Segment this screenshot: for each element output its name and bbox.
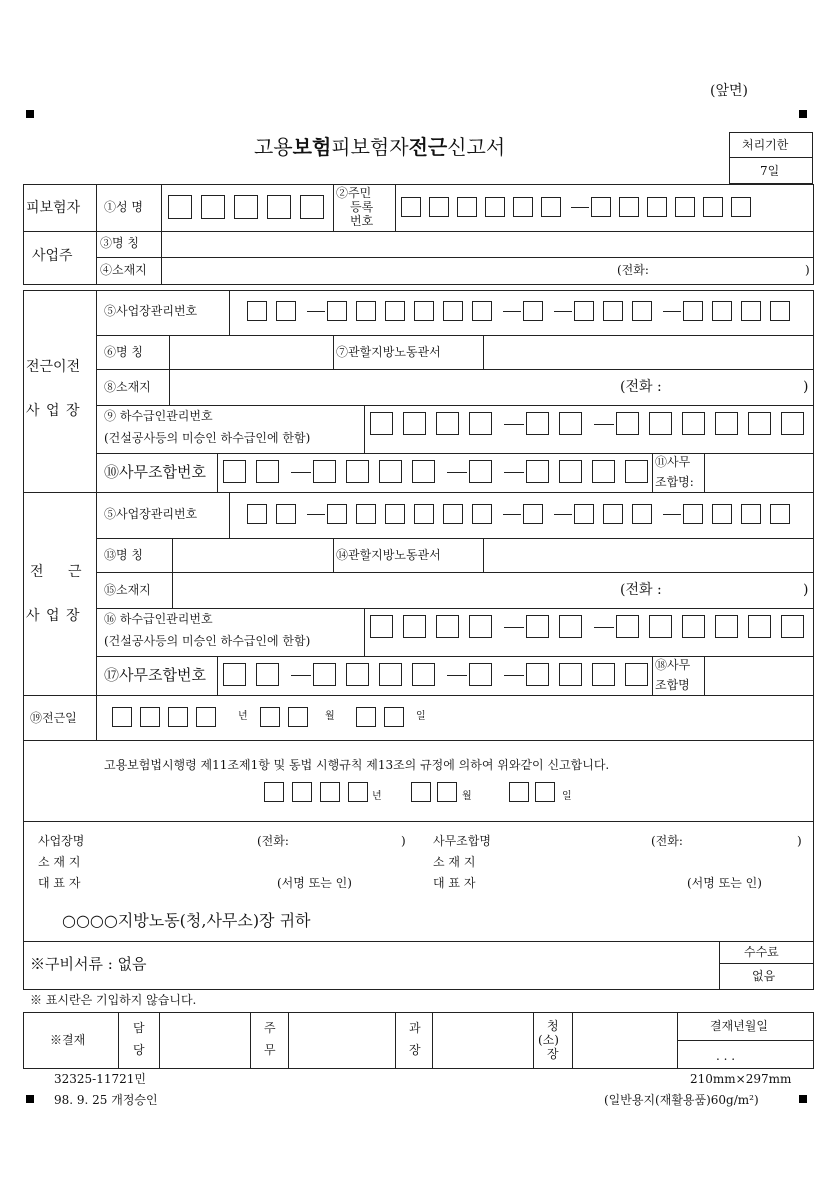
approval-col-director: 장 — [409, 1043, 421, 1057]
digit-box[interactable] — [712, 504, 732, 524]
digit-box[interactable] — [592, 663, 615, 686]
transfer-phone-label: (전화 : — [620, 582, 662, 598]
digit-box[interactable] — [592, 460, 615, 483]
digit-box[interactable] — [683, 301, 703, 321]
title-part: 신고서 — [447, 135, 506, 159]
digit-box[interactable] — [485, 197, 505, 217]
previous-office-label: ⑦관할지방노동관서 — [336, 345, 441, 359]
digit-box[interactable] — [412, 460, 435, 483]
digit-box[interactable] — [196, 707, 216, 727]
digit-box[interactable] — [591, 197, 611, 217]
transfer-name-label: ⑬명 칭 — [104, 548, 143, 562]
employer-phone-label: (전화: — [617, 263, 649, 277]
transfer-section-label: 사 업 장 — [26, 608, 81, 624]
digit-box[interactable] — [559, 615, 582, 638]
digit-box[interactable] — [472, 301, 492, 321]
addressee: ○○○○지방노동(청,사무소)장 귀하 — [62, 911, 311, 930]
digit-box[interactable] — [260, 707, 280, 727]
approval-col-director: 과 — [409, 1021, 421, 1035]
approval-col-head: 장 — [547, 1047, 559, 1061]
digit-box[interactable] — [356, 504, 376, 524]
digit-box[interactable] — [247, 301, 267, 321]
approval-date: 98. 9. 25 개정승인 — [54, 1093, 158, 1107]
digit-box[interactable] — [781, 615, 804, 638]
digit-box[interactable] — [509, 782, 529, 802]
transfer-sub-label: ⑯ 하수급인관리번호 — [104, 612, 213, 626]
transfer-mgmt-no-label: ⑤사업장관리번호 — [104, 507, 198, 521]
separator-dash — [554, 311, 572, 312]
employer-section-label: 사업주 — [32, 248, 73, 264]
union-signer-phone-close: ) — [797, 834, 802, 848]
digit-box[interactable] — [300, 195, 324, 219]
digit-box[interactable] — [320, 782, 340, 802]
employer-address-label: ④소재지 — [100, 263, 147, 277]
digit-box[interactable] — [526, 412, 549, 435]
digit-box[interactable] — [327, 301, 347, 321]
corner-mark — [799, 110, 807, 118]
approval-col-chief: 주 — [264, 1021, 276, 1035]
digit-box[interactable] — [469, 460, 492, 483]
separator-dash — [554, 514, 572, 515]
digit-box[interactable] — [327, 504, 347, 524]
previous-section-label: 전근이전 — [26, 359, 81, 375]
digit-box[interactable] — [256, 663, 279, 686]
previous-sub-label: ⑨ 하수급인관리번호 — [104, 409, 213, 423]
title-part: 피보험자 — [331, 135, 409, 159]
digit-box[interactable] — [168, 707, 188, 727]
digit-box[interactable] — [443, 301, 463, 321]
union-signer-sign-label: (서명 또는 인) — [687, 876, 762, 890]
name-label: ①성 명 — [104, 200, 143, 214]
employer-phone-close: ) — [805, 263, 810, 277]
corner-mark — [26, 110, 34, 118]
digit-box[interactable] — [535, 782, 555, 802]
digit-box[interactable] — [264, 782, 284, 802]
digit-box[interactable] — [256, 460, 279, 483]
previous-mgmt-no-label: ⑤사업장관리번호 — [104, 304, 198, 318]
digit-box[interactable] — [559, 663, 582, 686]
insured-section-label: 피보험자 — [26, 200, 81, 216]
digit-box[interactable] — [168, 195, 192, 219]
digit-box[interactable] — [429, 197, 449, 217]
digit-box[interactable] — [682, 615, 705, 638]
approval-col-staff: 담 — [133, 1021, 145, 1035]
rrn-label: ②주민 — [336, 186, 372, 200]
digit-box[interactable] — [649, 615, 672, 638]
digit-box[interactable] — [603, 504, 623, 524]
digit-box[interactable] — [346, 460, 369, 483]
digit-box[interactable] — [675, 197, 695, 217]
transfer-phone-close: ) — [803, 582, 809, 598]
digit-box[interactable] — [370, 412, 393, 435]
separator-dash — [291, 675, 311, 676]
approval-col-staff: 당 — [133, 1043, 145, 1057]
digit-box[interactable] — [292, 782, 312, 802]
title-part: 보험 — [292, 135, 332, 159]
digit-box[interactable] — [603, 301, 623, 321]
digit-box[interactable] — [715, 412, 738, 435]
digit-box[interactable] — [741, 504, 761, 524]
separator-dash — [307, 514, 325, 515]
digit-box[interactable] — [731, 197, 751, 217]
separator-dash — [504, 424, 524, 425]
digit-box[interactable] — [748, 412, 771, 435]
separator-dash — [594, 424, 614, 425]
digit-box[interactable] — [741, 301, 761, 321]
digit-box[interactable] — [276, 504, 296, 524]
approval-col-head: (소) — [538, 1033, 559, 1047]
digit-box[interactable] — [619, 197, 639, 217]
digit-box[interactable] — [403, 412, 426, 435]
approval-date-dots: . . . — [716, 1049, 736, 1063]
paper-spec: (일반용지(재활용품)60g/m²) — [604, 1093, 759, 1107]
digit-box[interactable] — [384, 707, 404, 727]
digit-box[interactable] — [411, 782, 431, 802]
digit-box[interactable] — [443, 504, 463, 524]
separator-dash — [503, 514, 521, 515]
digit-box[interactable] — [523, 504, 543, 524]
digit-box[interactable] — [647, 197, 667, 217]
deadline-label: 처리기한 — [742, 138, 789, 152]
title-part: 전근 — [408, 135, 448, 159]
digit-box[interactable] — [469, 615, 492, 638]
employer-name-label: ③명 칭 — [100, 236, 139, 250]
digit-box[interactable] — [223, 663, 246, 686]
digit-box[interactable] — [469, 412, 492, 435]
transfer-section-label: 전 근 — [30, 564, 82, 580]
digit-box[interactable] — [472, 504, 492, 524]
digit-box[interactable] — [379, 460, 402, 483]
digit-box[interactable] — [234, 195, 258, 219]
signer-workplace-phone: (전화: — [257, 834, 289, 848]
previous-name-label: ⑥명 칭 — [104, 345, 143, 359]
digit-box[interactable] — [346, 663, 369, 686]
previous-phone-label: (전화 : — [620, 379, 662, 395]
deadline-value: 7일 — [760, 164, 780, 178]
union-signer-rep-label: 대 표 자 — [433, 876, 476, 890]
digit-box[interactable] — [632, 504, 652, 524]
transfer-union-no-label: ⑰사무조합번호 — [104, 666, 206, 684]
digit-box[interactable] — [313, 663, 336, 686]
paper-size: 210mm×297mm — [690, 1072, 792, 1086]
previous-address-label: ⑧소재지 — [104, 380, 151, 394]
separator-dash — [504, 472, 524, 473]
transfer-date-day: 일 — [416, 711, 426, 722]
digit-box[interactable] — [436, 615, 459, 638]
digit-box[interactable] — [526, 460, 549, 483]
digit-box[interactable] — [348, 782, 368, 802]
front-side-label: (앞면) — [710, 83, 748, 99]
rrn-label: 등록 — [350, 200, 374, 214]
digit-box[interactable] — [770, 504, 790, 524]
approval-col-head: 청 — [547, 1019, 559, 1033]
digit-box[interactable] — [574, 504, 594, 524]
separator-dash — [663, 514, 681, 515]
digit-box[interactable] — [437, 782, 457, 802]
separator-dash — [447, 472, 467, 473]
previous-union-name-label: ⑪사무 — [655, 455, 691, 469]
digit-box[interactable] — [559, 460, 582, 483]
digit-box[interactable] — [682, 412, 705, 435]
digit-box[interactable] — [140, 707, 160, 727]
approval-col-chief: 무 — [264, 1043, 276, 1057]
union-signer-address-label: 소 재 지 — [433, 855, 476, 869]
fee-value: 없음 — [752, 969, 776, 983]
transfer-date-year: 년 — [238, 711, 248, 722]
digit-box[interactable] — [313, 460, 336, 483]
digit-box[interactable] — [632, 301, 652, 321]
note-text: ※ 표시란은 기입하지 않습니다. — [30, 993, 197, 1007]
separator-dash — [504, 627, 524, 628]
signer-workplace-phone-close: ) — [401, 834, 406, 848]
digit-box[interactable] — [683, 504, 703, 524]
separator-dash — [307, 311, 325, 312]
attachments-label: ※구비서류 : 없음 — [30, 955, 147, 973]
digit-box[interactable] — [276, 301, 296, 321]
digit-box[interactable] — [412, 663, 435, 686]
digit-box[interactable] — [370, 615, 393, 638]
digit-box[interactable] — [574, 301, 594, 321]
title-part: 고용 — [254, 135, 293, 159]
approval-label: ※결재 — [50, 1033, 86, 1047]
previous-union-name-label: 조합명: — [655, 475, 694, 489]
digit-box[interactable] — [414, 504, 434, 524]
digit-box[interactable] — [356, 707, 376, 727]
digit-box[interactable] — [748, 615, 771, 638]
previous-section-label: 사 업 장 — [26, 403, 81, 419]
digit-box[interactable] — [526, 663, 549, 686]
separator-dash — [291, 472, 311, 473]
declaration-box — [23, 741, 814, 990]
digit-box[interactable] — [385, 504, 405, 524]
separator-dash — [447, 675, 467, 676]
digit-box[interactable] — [625, 460, 648, 483]
previous-union-no-label: ⑩사무조합번호 — [104, 463, 206, 481]
transfer-address-label: ⑮소재지 — [104, 583, 151, 597]
approval-date-label: 결재년월일 — [710, 1019, 768, 1033]
signer-address-label: 소 재 지 — [38, 855, 81, 869]
corner-mark — [799, 1095, 807, 1103]
digit-box[interactable] — [356, 301, 376, 321]
separator-dash — [504, 675, 524, 676]
digit-box[interactable] — [436, 412, 459, 435]
declaration-month: 월 — [462, 791, 472, 802]
digit-box[interactable] — [201, 195, 225, 219]
digit-box[interactable] — [403, 615, 426, 638]
previous-phone-close: ) — [803, 379, 809, 395]
declaration-text: 고용보험법시행령 제11조제1항 및 동법 시행규칙 제13조의 규정에 의하여 위와같이 신고합니다. — [104, 758, 610, 772]
separator-dash — [663, 311, 681, 312]
digit-box[interactable] — [288, 707, 308, 727]
transfer-office-label: ⑭관할지방노동관서 — [336, 548, 441, 562]
transfer-date-month: 월 — [325, 711, 335, 722]
digit-box[interactable] — [469, 663, 492, 686]
digit-box[interactable] — [457, 197, 477, 217]
digit-box[interactable] — [625, 663, 648, 686]
declaration-year: 년 — [372, 791, 382, 802]
digit-box[interactable] — [526, 615, 549, 638]
digit-box[interactable] — [414, 301, 434, 321]
signer-workplace-label: 사업장명 — [38, 834, 85, 848]
digit-box[interactable] — [616, 412, 639, 435]
digit-box[interactable] — [247, 504, 267, 524]
transfer-date-label: ⑲전근일 — [30, 711, 77, 725]
form-number: 32325-11721민 — [54, 1072, 146, 1086]
digit-box[interactable] — [401, 197, 421, 217]
digit-box[interactable] — [112, 707, 132, 727]
digit-box[interactable] — [513, 197, 533, 217]
form-title — [254, 131, 505, 160]
signer-rep-label: 대 표 자 — [38, 876, 81, 890]
union-signer-phone: (전화: — [651, 834, 683, 848]
previous-sub-note: (건설공사등의 미승인 하수급인에 한함) — [104, 431, 311, 445]
digit-box[interactable] — [649, 412, 672, 435]
digit-box[interactable] — [541, 197, 561, 217]
rrn-label: 번호 — [350, 214, 374, 228]
separator-dash — [594, 627, 614, 628]
declaration-day: 일 — [562, 791, 572, 802]
digit-box[interactable] — [712, 301, 732, 321]
digit-box[interactable] — [703, 197, 723, 217]
transfer-union-name-label: ⑱사무 — [655, 658, 691, 672]
digit-box[interactable] — [770, 301, 790, 321]
separator-dash — [571, 207, 589, 208]
digit-box[interactable] — [379, 663, 402, 686]
digit-box[interactable] — [715, 615, 738, 638]
signer-sign-label: (서명 또는 인) — [277, 876, 352, 890]
union-signer-name-label: 사무조합명 — [433, 834, 491, 848]
digit-box[interactable] — [559, 412, 582, 435]
corner-mark — [26, 1095, 34, 1103]
transfer-union-name-label: 조합명 — [655, 678, 690, 692]
digit-box[interactable] — [385, 301, 405, 321]
fee-label: 수수료 — [744, 945, 779, 959]
transfer-sub-note: (건설공사등의 미승인 하수급인에 한함) — [104, 634, 311, 648]
digit-box[interactable] — [223, 460, 246, 483]
digit-box[interactable] — [523, 301, 543, 321]
digit-box[interactable] — [781, 412, 804, 435]
digit-box[interactable] — [616, 615, 639, 638]
digit-box[interactable] — [267, 195, 291, 219]
separator-dash — [503, 311, 521, 312]
